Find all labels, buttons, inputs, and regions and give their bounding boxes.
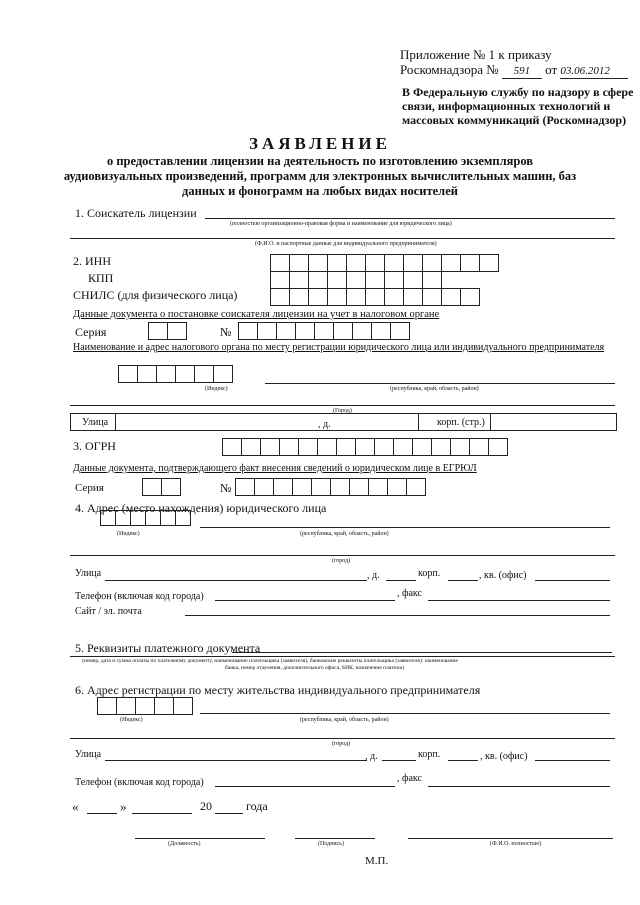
legal-phone-field[interactable] [215, 600, 395, 601]
legal-site-field[interactable] [185, 615, 610, 616]
legal-phone-label: Телефон (включая код города) [75, 591, 204, 602]
tax-street-row [70, 413, 617, 431]
date-day-field[interactable] [87, 813, 117, 814]
tax-city-hint: (Город) [333, 408, 352, 414]
legal-city-hint: (город) [332, 558, 351, 564]
kpp-cells[interactable] [270, 271, 441, 289]
ip-office-field[interactable] [535, 760, 610, 761]
inn-cells[interactable] [270, 254, 498, 272]
legal-house-field[interactable] [386, 580, 416, 581]
tax-number-label: № [220, 325, 232, 339]
ogrn-cells[interactable] [222, 438, 507, 456]
ip-house-field[interactable] [382, 760, 416, 761]
tax-number-cells[interactable] [238, 322, 409, 340]
legal-index-hint: (Индекс) [117, 531, 140, 537]
tax-index-hint: (Индекс) [205, 386, 228, 392]
ip-street-field[interactable] [105, 760, 367, 761]
legal-house-label: , д. [367, 570, 380, 581]
form-subtitle-line2: аудиовизуальных произведений, программ для электронных вычислительных машин, баз [63, 169, 577, 183]
ip-region-field[interactable] [200, 713, 610, 714]
signature-hint: (Подпись) [318, 841, 345, 847]
ip-city-field[interactable] [70, 738, 615, 739]
date-quote-close: » [120, 799, 127, 814]
full-name-hint: (Ф.И.О. полностью) [490, 841, 542, 847]
form-subtitle-line1: о предоставлении лицензии на деятельность по изготовлению экземпляров [106, 154, 534, 168]
ip-office-label: , кв. (офис) [480, 751, 528, 762]
ogrn-label: 3. ОГРН [73, 439, 116, 453]
tax-street-label: Улица [82, 417, 109, 428]
full-name-field[interactable] [408, 838, 613, 839]
tax-series-label: Серия [75, 325, 107, 339]
legal-street-label: Улица [75, 568, 102, 579]
date-year-field[interactable] [215, 813, 243, 814]
date-year-suffix: года [246, 799, 268, 813]
legal-fax-field[interactable] [428, 600, 610, 601]
ip-phone-label: Телефон (включая код города) [75, 777, 204, 788]
appendix-line1: Приложение № 1 к приказу [400, 47, 552, 62]
ip-city-hint: (город) [332, 741, 351, 747]
ip-fax-field[interactable] [428, 786, 610, 787]
egrul-series-cells[interactable] [142, 478, 180, 496]
snils-label: СНИЛС (для физического лица) [73, 288, 238, 302]
ip-index-cells[interactable] [97, 697, 192, 715]
tax-region-hint: (республика, край, область, район) [390, 386, 479, 392]
kpp-label: КПП [88, 271, 114, 285]
date-quote-open: « [72, 799, 79, 814]
form-title: ЗАЯВЛЕНИЕ [248, 134, 391, 153]
legal-street-field[interactable] [105, 580, 367, 581]
legal-region-field[interactable] [200, 527, 610, 528]
tax-korp-label: корп. (стр.) [437, 417, 485, 428]
legal-korp-field[interactable] [448, 580, 478, 581]
ip-korp-field[interactable] [448, 760, 478, 761]
applicant-hint1: (полностью организационно-правовая форма и наименование для юридического лица) [230, 221, 452, 227]
ip-phone-field[interactable] [215, 786, 395, 787]
tax-region-field[interactable] [265, 383, 615, 384]
addressee-line2: связи, информационных технологий и [402, 99, 611, 113]
legal-region-hint: (республика, край, область, район) [300, 531, 389, 537]
tax-house-label: , д. [318, 419, 331, 430]
applicant-hint2: (Ф.И.О. и паспортные данные для индивидуального предпринимателя) [255, 241, 437, 247]
tax-city-field[interactable] [70, 405, 615, 406]
ip-fax-label: , факс [397, 773, 422, 784]
legal-office-field[interactable] [535, 580, 610, 581]
legal-korp-label: корп. [418, 568, 441, 579]
ip-region-hint: (республика, край, область, район) [300, 717, 389, 723]
ip-korp-label: корп. [418, 749, 441, 760]
legal-site-label: Сайт / эл. почта [75, 606, 142, 617]
snils-cells[interactable] [270, 288, 479, 306]
tax-doc-label: Данные документа о постановке соискателя лицензии на учет в налоговом органе [73, 309, 440, 320]
appendix-line2: Роскомнадзора № 591 от 03.06.2012 [400, 63, 628, 79]
date-month-field[interactable] [132, 813, 192, 814]
ip-street-label: Улица [75, 749, 102, 760]
egrul-series-label: Серия [75, 482, 104, 494]
signature-field[interactable] [295, 838, 375, 839]
addressee-line1: В Федеральную службу по надзору в сфере [402, 85, 634, 99]
appendix-date: 03.06.2012 [560, 65, 628, 79]
payment-label: 5. Реквизиты платежного документа [75, 641, 261, 655]
tax-series-cells[interactable] [148, 322, 186, 340]
ip-house-label: , д. [365, 751, 378, 762]
egrul-doc-label: Данные документа, подтверждающего факт внесения сведений о юридическом лице в ЕГРЮЛ [73, 463, 477, 474]
payment-hint2: банка, номер отделения, дополнительного офиса, БИК, назначение платежа) [225, 665, 405, 671]
legal-office-label: , кв. (офис) [479, 570, 527, 581]
applicant-name-field[interactable] [205, 218, 615, 219]
egrul-number-label: № [220, 481, 232, 495]
tax-org-label: Наименование и адрес налогового органа по месту регистрации юридического лица или индивидуального предпринимателя [73, 342, 605, 353]
tax-index-cells[interactable] [118, 365, 232, 383]
addressee-line3: массовых коммуникаций (Роскомнадзор) [402, 113, 627, 127]
applicant-label: 1. Соискатель лицензии [75, 206, 197, 220]
inn-label: 2. ИНН [73, 254, 111, 268]
applicant-passport-field[interactable] [70, 238, 615, 239]
legal-fax-label: , факс [397, 588, 422, 599]
stamp-label: М.П. [365, 855, 389, 867]
ip-index-hint: (Индекс) [120, 717, 143, 723]
appendix-number: 591 [502, 65, 542, 79]
ip-address-label: 6. Адрес регистрации по месту жительства индивидуального предпринимателя [75, 683, 481, 697]
payment-hint1: (номер, дата и сумма оплаты по платежному документу, наименование плательщика (заявителя), банковские реквизиты плательщика (заявителя): наименование [82, 658, 458, 664]
position-hint: (Должность) [168, 841, 201, 847]
date-year-prefix: 20 [200, 799, 212, 813]
form-subtitle-line3: данных и фонограмм на любых видах носителей [182, 184, 458, 198]
position-field[interactable] [135, 838, 265, 839]
payment-field-1[interactable] [232, 652, 612, 653]
legal-index-cells[interactable] [100, 510, 190, 526]
egrul-number-cells[interactable] [235, 478, 425, 496]
payment-field-2[interactable] [70, 656, 615, 657]
legal-address-label: 4. Адрес (место нахождения) юридического лица [75, 501, 327, 515]
legal-city-field[interactable] [70, 555, 615, 556]
